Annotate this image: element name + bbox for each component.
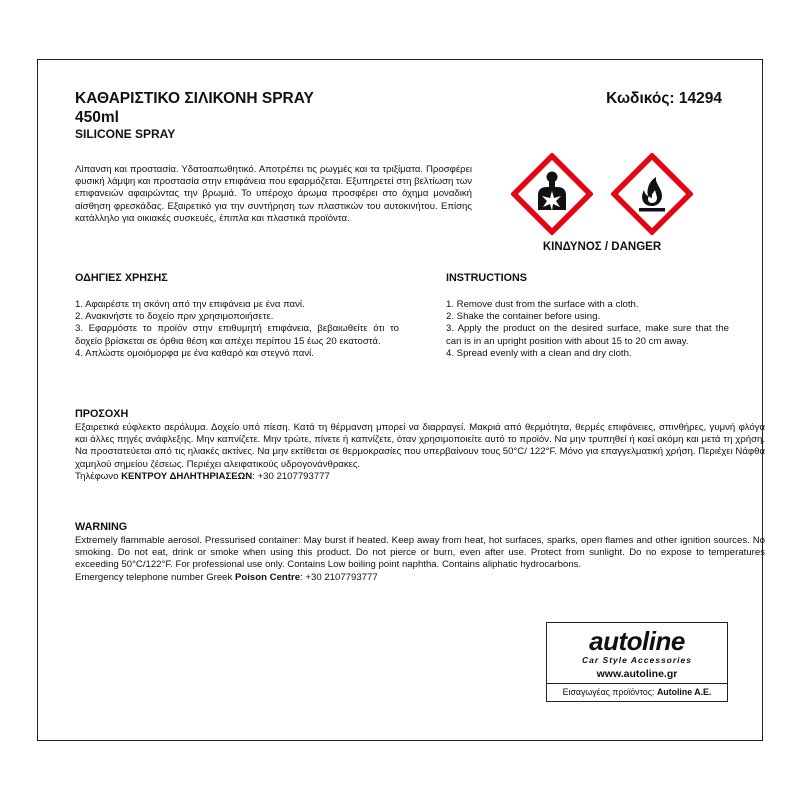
english-instructions [446, 272, 729, 360]
english-warning-text [75, 535, 765, 584]
importer-label: Εισαγωγέας προϊόντος: [562, 687, 655, 697]
list-item: 3. Εφαρμόστε το προϊόν στην επιθυμητή επιφάνεια, βεβαιωθείτε ότι το δοχείο βρίσκεται σε όρθια θέση και απέχει περίπου 15 έως 20 εκατοστά. [75, 323, 399, 347]
hazard-signal-word: ΚΙΝΔΥΝΟΣ / DANGER [542, 241, 662, 253]
product-title: ΚΑΘΑΡΙΣΤΙΚΟ ΣΙΛΙΚΟΝΗ SPRAY [75, 90, 314, 107]
product-description: Λίπανση και προστασία. Υδατοαπωθητικό. Αποτρέπει τις ρωγμές και τα τριξίματα. Προσφέρει φυσική λάμψη και προστασία στην επιφάνεια που εφαρμόζεται. Εξυπηρετεί στη βελτίωση των επιφανειών αφαιρώντας την βρωμιά. Το υπέροχο άρωμα προσφέρει στο όχημα μοναδική αίσθηση φρεσκάδας. Εξαιρετικό για την συντήρηση των πλαστικών του αυτοκινήτου. Επίσης κατάλληλο για οικιακές συσκευές, έπιπλα και πλαστικά προϊόντα. [75, 164, 472, 224]
english-phone-number: : +30 2107793777 [300, 571, 378, 583]
list-item: 3. Apply the product on the desired surface, make sure that the can is in an upright position with about 15 to 20 cm away. [446, 323, 729, 347]
list-item: 2. Shake the container before using. [446, 311, 601, 323]
greek-warning-body: Εξαιρετικά εύφλεκτο αερόλυμα. Δοχείο υπό πίεση. Κατά τη θέρμανση μπορεί να διαρραγεί. Μακριά από θερμότητα, θερμές επιφάνειες, σπινθήρες, γυμνή φλόγα και άλλες πηγές ανάφλεξης. Μην καπνίζετε. Μην τρώτε, πίνετε ή καπνίζετε, όταν χρησιμοποιείτε αυτό το προϊόν. Να μην τρυπηθεί ή καεί ακόμη και μετά τη χρήση. Να προστατεύεται από τις ηλιακές ακτίνες. Να μην εκτίθεται σε θερμοκρασίες που υπερβαίνουν τους 50°C/ 122°F. Μόνο για επαγγελματική χρήση. Περιέχει Νάφθα χαμηλού σημείου ζέσεως. Περιέχει αλειφατικούς υδρογονάνθρακες. [75, 422, 765, 470]
english-instructions-list [446, 299, 729, 360]
english-warning [75, 521, 765, 584]
greek-instructions-list [75, 299, 399, 360]
english-phone-emphasis: Poison Centre [235, 571, 301, 583]
english-phone-prefix: Emergency telephone number Greek [75, 571, 233, 583]
importer-name: Autoline A.E. [656, 687, 712, 697]
importer-line [547, 683, 727, 702]
greek-phone-prefix: Τηλέφωνο [75, 470, 119, 482]
list-item: 4. Spread evenly with a clean and dry cloth. [446, 347, 632, 359]
product-subtitle: SILICONE SPRAY [75, 127, 176, 141]
english-instructions-heading: INSTRUCTIONS [446, 272, 527, 284]
greek-instructions-heading: ΟΔΗΓΙΕΣ ΧΡΗΣΗΣ [75, 272, 168, 284]
list-item: 2. Ανακινήστε το δοχείο πριν χρησιμοποιήσετε. [75, 311, 274, 323]
brand-tagline: Car Style Accessories [582, 655, 692, 665]
health-hazard-icon [511, 153, 593, 235]
brand-box [546, 622, 728, 702]
list-item: 1. Remove dust from the surface with a cloth. [446, 299, 639, 310]
product-label [37, 59, 763, 741]
greek-instructions [75, 272, 399, 360]
hazard-pictograms [499, 153, 705, 261]
product-volume: 450ml [75, 109, 119, 126]
list-item: 4. Απλώστε ομοιόμορφα με ένα καθαρό και στεγνό πανί. [75, 347, 314, 359]
list-item: 1. Αφαιρέστε τη σκόνη από την επιφάνεια με ένα πανί. [75, 299, 305, 310]
greek-phone-number: : +30 2107793777 [252, 470, 330, 482]
brand-website: www.autoline.gr [596, 668, 678, 680]
english-warning-body: Extremely flammable aerosol. Pressurised container: May burst if heated. Keep away from heat, hot surfaces, sparks, open flames and other ignition sources. No smoking. Do not eat, drink or smoke when using this product. Do not pierce or burn, even after use. Protect from sunlight. Do no expose to temperatures exceeding 50°C/122°F. For professional use only. Contains Low boiling point naphtha. Contains aliphatic hydrocarbons. [75, 535, 765, 571]
english-warning-heading: WARNING [75, 521, 128, 533]
brand-logo: autoline [589, 626, 685, 656]
flame-icon [611, 153, 693, 235]
product-code: Κωδικός: 14294 [606, 90, 722, 107]
greek-phone-emphasis: ΚΕΝΤΡΟΥ ΔΗΛΗΤΗΡΙΑΣΕΩΝ [121, 470, 253, 482]
greek-warning-heading: ΠΡΟΣΟΧΗ [75, 408, 129, 420]
greek-warning-text [75, 422, 765, 483]
greek-warning [75, 408, 765, 483]
